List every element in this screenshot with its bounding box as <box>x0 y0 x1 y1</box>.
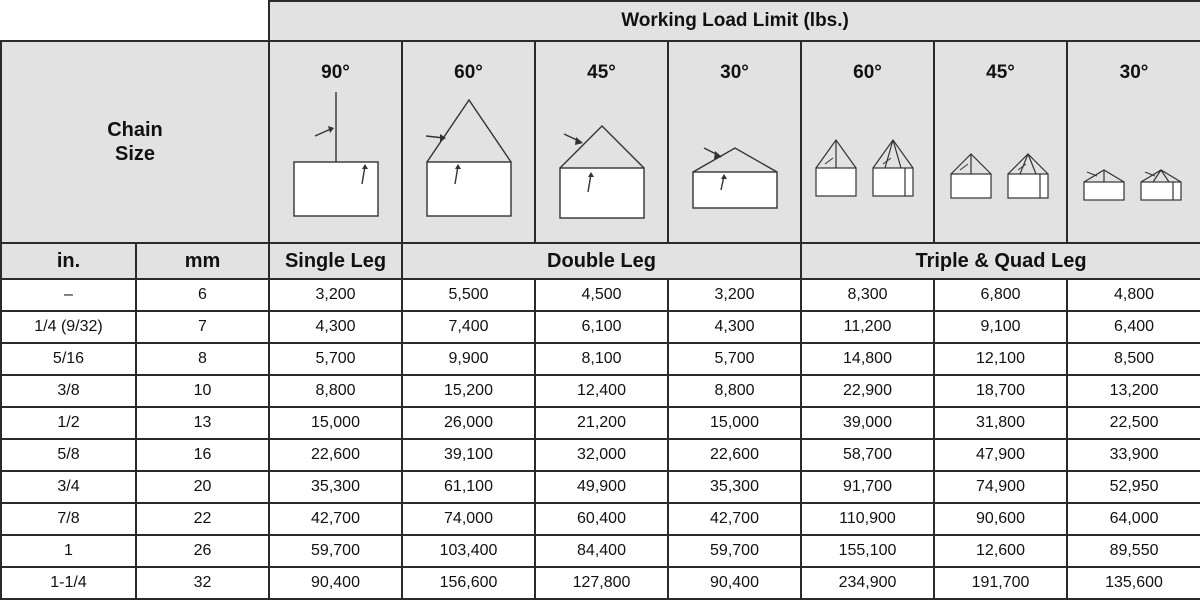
angle-label: 45° <box>986 62 1015 83</box>
triple-quad-leg-header: Triple & Quad Leg <box>801 243 1200 279</box>
table-cell: 35,300 <box>269 471 402 503</box>
table-cell: 4,500 <box>535 279 668 311</box>
angle-60-double <box>402 41 535 243</box>
angle-30-triple <box>1067 41 1200 243</box>
angle-60-triple <box>801 41 934 243</box>
triple-leg-30-diagram <box>1079 86 1189 226</box>
table-cell: 18,700 <box>934 375 1067 407</box>
table-cell: 26,000 <box>402 407 535 439</box>
table-cell: 6,400 <box>1067 311 1200 343</box>
table-cell: 5,700 <box>269 343 402 375</box>
table-cell: 5,700 <box>668 343 801 375</box>
table-cell: 11,200 <box>801 311 934 343</box>
col-mm-header: mm <box>136 243 269 279</box>
table-body <box>1 279 1200 599</box>
table-row <box>1 375 1200 407</box>
table-cell: 12,100 <box>934 343 1067 375</box>
table-cell: 13 <box>136 407 269 439</box>
table-cell: 59,700 <box>269 535 402 567</box>
table-cell: 14,800 <box>801 343 934 375</box>
table-cell: 20 <box>136 471 269 503</box>
table-cell: 84,400 <box>535 535 668 567</box>
table-cell: 6,800 <box>934 279 1067 311</box>
table-row <box>1 343 1200 375</box>
table-cell: 61,100 <box>402 471 535 503</box>
table-cell: 90,400 <box>269 567 402 599</box>
table-row <box>1 503 1200 535</box>
table-cell: 32,000 <box>535 439 668 471</box>
table-cell: 4,300 <box>269 311 402 343</box>
table-cell: 32 <box>136 567 269 599</box>
table-cell: 15,000 <box>668 407 801 439</box>
table-cell: 234,900 <box>801 567 934 599</box>
table-cell: 8,500 <box>1067 343 1200 375</box>
table-cell: 4,800 <box>1067 279 1200 311</box>
table-cell: 10 <box>136 375 269 407</box>
table-cell: 1-1/4 <box>1 567 136 599</box>
table-cell: 5,500 <box>402 279 535 311</box>
angle-30-double <box>668 41 801 243</box>
table-cell: 9,100 <box>934 311 1067 343</box>
table-row <box>1 279 1200 311</box>
table-cell: 21,200 <box>535 407 668 439</box>
single-leg-header: Single Leg <box>269 243 402 279</box>
table-cell: 12,600 <box>934 535 1067 567</box>
table-cell: 90,600 <box>934 503 1067 535</box>
angle-label: 60° <box>454 62 483 83</box>
double-leg-30-diagram <box>680 86 790 226</box>
table-cell: 5/8 <box>1 439 136 471</box>
angle-label: 30° <box>1119 62 1149 83</box>
table-cell: 31,800 <box>934 407 1067 439</box>
triple-leg-45-diagram <box>946 86 1056 226</box>
table-cell: 47,900 <box>934 439 1067 471</box>
table-cell: 52,950 <box>1067 471 1200 503</box>
table-row <box>1 535 1200 567</box>
double-leg-60-diagram <box>414 86 524 226</box>
table-cell: 22,600 <box>668 439 801 471</box>
blank-corner <box>1 1 269 41</box>
angle-45-triple <box>934 41 1067 243</box>
table-cell: 16 <box>136 439 269 471</box>
table-cell: 49,900 <box>535 471 668 503</box>
working-load-limit-header: Working Load Limit (lbs.) <box>269 1 1200 41</box>
table-cell: 7,400 <box>402 311 535 343</box>
table-cell: 90,400 <box>668 567 801 599</box>
table-cell: 35,300 <box>668 471 801 503</box>
table-row <box>1 407 1200 439</box>
table-cell: 5/16 <box>1 343 136 375</box>
table-cell: 22,900 <box>801 375 934 407</box>
table-cell: 155,100 <box>801 535 934 567</box>
angle-label: 60° <box>853 62 882 83</box>
table-cell: 191,700 <box>934 567 1067 599</box>
double-leg-header: Double Leg <box>402 243 801 279</box>
table-cell: 42,700 <box>269 503 402 535</box>
table-cell: 3,200 <box>269 279 402 311</box>
chain-size-header <box>1 41 269 243</box>
table-cell: 58,700 <box>801 439 934 471</box>
table-row <box>1 311 1200 343</box>
table-row <box>1 471 1200 503</box>
table-cell: 1 <box>1 535 136 567</box>
single-leg-90-diagram <box>281 86 391 226</box>
table-cell: 60,400 <box>535 503 668 535</box>
angle-90-single <box>269 41 402 243</box>
table-cell: 110,900 <box>801 503 934 535</box>
table-cell: 12,400 <box>535 375 668 407</box>
table-row <box>1 439 1200 471</box>
triple-leg-60-diagram <box>813 86 923 226</box>
table-cell: 15,200 <box>402 375 535 407</box>
table-cell: 8,800 <box>269 375 402 407</box>
chain-size-label: Chain Size <box>107 119 163 165</box>
table-cell: 8,100 <box>535 343 668 375</box>
table-cell: 26 <box>136 535 269 567</box>
table-cell: 135,600 <box>1067 567 1200 599</box>
table-cell: 4,300 <box>668 311 801 343</box>
table-cell: 22,600 <box>269 439 402 471</box>
table-cell: 8,300 <box>801 279 934 311</box>
table-cell: – <box>1 279 136 311</box>
table-cell: 74,900 <box>934 471 1067 503</box>
table-cell: 3,200 <box>668 279 801 311</box>
table-cell: 91,700 <box>801 471 934 503</box>
table-cell: 127,800 <box>535 567 668 599</box>
table-cell: 6 <box>136 279 269 311</box>
table-cell: 15,000 <box>269 407 402 439</box>
table-cell: 59,700 <box>668 535 801 567</box>
table-cell: 13,200 <box>1067 375 1200 407</box>
table-cell: 6,100 <box>535 311 668 343</box>
table-cell: 33,900 <box>1067 439 1200 471</box>
table-cell: 22,500 <box>1067 407 1200 439</box>
angle-label: 90° <box>321 62 350 83</box>
table-cell: 42,700 <box>668 503 801 535</box>
table-cell: 89,550 <box>1067 535 1200 567</box>
table-cell: 64,000 <box>1067 503 1200 535</box>
table-cell: 39,000 <box>801 407 934 439</box>
table-cell: 8,800 <box>668 375 801 407</box>
table-cell: 156,600 <box>402 567 535 599</box>
table-row <box>1 567 1200 599</box>
angle-label: 30° <box>720 62 749 83</box>
table-cell: 1/2 <box>1 407 136 439</box>
table-cell: 3/4 <box>1 471 136 503</box>
angle-45-double <box>535 41 668 243</box>
table-cell: 3/8 <box>1 375 136 407</box>
table-cell: 74,000 <box>402 503 535 535</box>
table-cell: 7/8 <box>1 503 136 535</box>
table-cell: 9,900 <box>402 343 535 375</box>
angle-label: 45° <box>587 62 616 83</box>
table-cell: 8 <box>136 343 269 375</box>
col-in-header: in. <box>1 243 136 279</box>
double-leg-45-diagram <box>547 86 657 226</box>
table-cell: 39,100 <box>402 439 535 471</box>
table-cell: 103,400 <box>402 535 535 567</box>
table-cell: 1/4 (9/32) <box>1 311 136 343</box>
table-cell: 22 <box>136 503 269 535</box>
table-cell: 7 <box>136 311 269 343</box>
